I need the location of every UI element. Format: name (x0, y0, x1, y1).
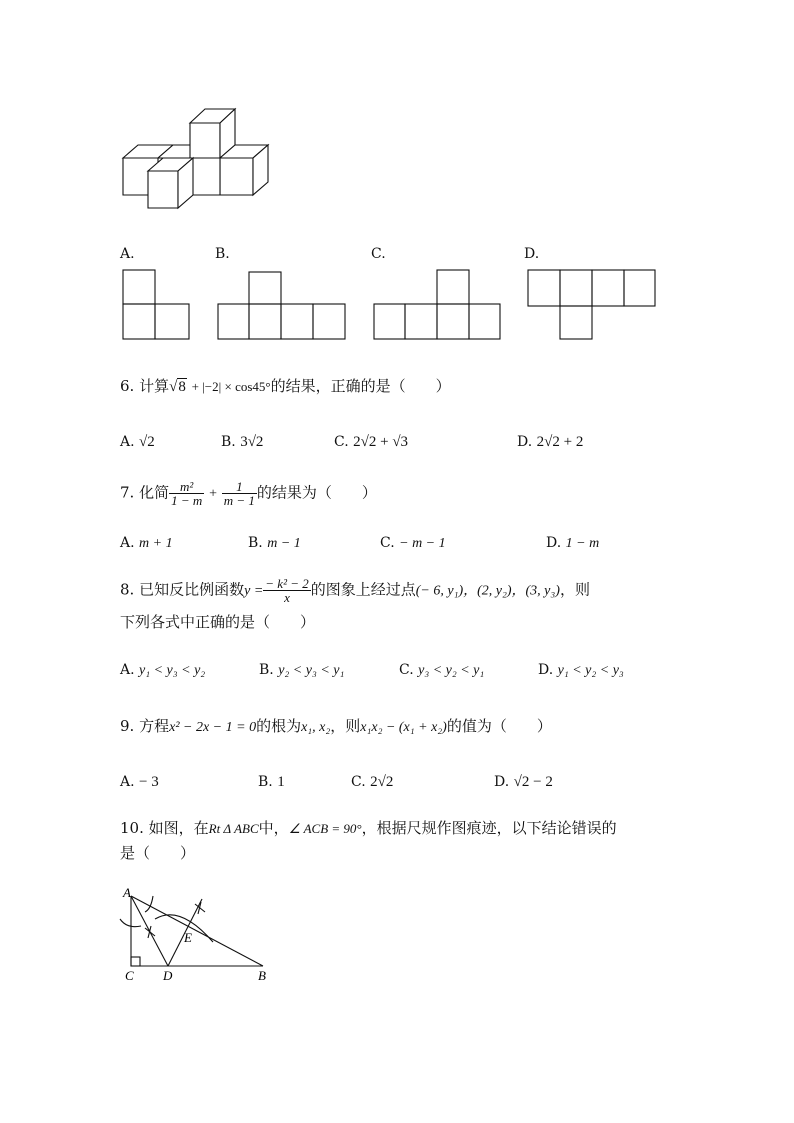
cube-solid-figure (118, 105, 278, 215)
question-6-option-b[interactable] (221, 432, 263, 452)
option-text: √2 (139, 434, 155, 450)
option-text: 3√2 (240, 434, 264, 450)
option-text: − 3 (139, 774, 159, 790)
option-letter: C. (380, 535, 395, 551)
question-10-stem-line-2: 是（ ） (120, 844, 196, 862)
function-lhs: y = (244, 583, 264, 599)
question-number: 7. (120, 483, 135, 502)
question-8-option-d[interactable] (538, 660, 624, 681)
question-7-option-c[interactable] (380, 533, 446, 554)
fraction-numerator: m² (169, 480, 204, 494)
option-letter: C. (351, 774, 366, 790)
option-text: − m − 1 (399, 536, 446, 551)
angle-condition: ∠ ACB = 90° (288, 821, 362, 836)
option-text: √2 − 2 (513, 774, 553, 790)
question-8-mid: 的图象上经过点 (310, 580, 416, 599)
function-fraction (263, 577, 310, 604)
option-letter: D. (494, 774, 510, 790)
view-option-a-letter: A. (120, 246, 135, 262)
radicand: 8 (178, 379, 186, 395)
question-9-option-a[interactable] (120, 772, 159, 792)
option-text: 2√2 (370, 774, 394, 790)
fraction-numerator: − k² − 2 (265, 576, 309, 591)
question-9-mid2: ，则 (330, 717, 361, 735)
question-8-pre: 已知反比例函数 (139, 580, 245, 599)
option-letter: B. (258, 774, 273, 790)
option-text: 1 (277, 774, 285, 790)
option-text: y₂ < y₃ < y₁ (278, 663, 345, 678)
label-e: E (184, 930, 192, 945)
option-letter: A. (120, 774, 135, 790)
option-letter: D. (538, 662, 554, 678)
question-8-option-b[interactable] (259, 660, 344, 681)
equation: x² − 2x − 1 = 0 (169, 720, 257, 735)
question-10-post: ，根据尺规作图痕迹，以下结论错误的 (361, 819, 617, 837)
option-letter: D. (546, 535, 562, 551)
view-option-b-letter: B. (215, 246, 230, 262)
question-7-option-a[interactable] (120, 533, 173, 554)
fraction-denominator: m − 1 (223, 493, 255, 508)
option-text: 1 − m (565, 536, 600, 551)
label-c: C (125, 968, 134, 983)
sqrt-expression: √8 (169, 379, 186, 395)
expression-rest: + |−2| × cos45° (191, 379, 271, 394)
question-9-post: 的值为（ ） (446, 717, 552, 735)
option-letter: B. (259, 662, 274, 678)
expression: x₁x₂ − (x₁ + x₂) (360, 720, 447, 735)
question-7-pre: 化简 (139, 483, 170, 502)
question-8-stem-line-2: 下列各式中正确的是（ ） (120, 613, 316, 631)
option-text: m + 1 (139, 536, 173, 551)
option-letter: A. (120, 535, 135, 551)
question-7-option-b[interactable] (248, 533, 301, 554)
view-option-b-figure (216, 270, 348, 342)
label-a: A (123, 885, 131, 900)
question-6-option-c[interactable] (334, 432, 408, 452)
question-9-option-b[interactable] (258, 772, 285, 792)
view-option-c-figure (372, 268, 504, 342)
label-d: D (163, 968, 173, 983)
view-option-d-letter: D. (524, 246, 540, 262)
triangle-name: Rt Δ ABC (208, 821, 259, 836)
option-letter: C. (334, 434, 349, 450)
label-b: B (258, 968, 266, 983)
question-6-post: 的结果，正确的是（ ） (270, 377, 451, 395)
question-9-option-c[interactable] (351, 772, 393, 792)
option-text: m − 1 (267, 536, 301, 551)
question-8-stem-line-1 (120, 577, 590, 604)
question-7-option-d[interactable] (546, 533, 599, 554)
fraction-2 (222, 480, 257, 507)
option-text: 2√2 + 2 (536, 434, 584, 450)
fraction-denominator: 1 − m (171, 493, 203, 508)
question-6-pre: 计算 (139, 377, 170, 395)
question-number: 9. (120, 717, 135, 735)
question-6-option-d[interactable] (517, 432, 583, 452)
question-10-pre: 如图，在 (148, 819, 209, 837)
question-7-stem (120, 480, 377, 507)
option-text: y₁ < y₂ < y₃ (557, 663, 624, 678)
view-option-d-figure (526, 268, 658, 342)
question-9-pre: 方程 (139, 717, 170, 735)
question-10-stem-line-1 (120, 818, 617, 839)
triangle-construction-figure (115, 884, 275, 984)
option-text: 2√2 + √3 (353, 434, 409, 450)
option-letter: D. (517, 434, 533, 450)
view-option-a-figure (121, 268, 193, 342)
option-letter: B. (221, 434, 236, 450)
question-number: 8. (120, 580, 135, 599)
question-number: 10. (120, 819, 144, 837)
question-9-mid: 的根为 (256, 717, 302, 735)
option-text: y₃ < y₂ < y₁ (418, 663, 485, 678)
view-option-c-letter: C. (371, 246, 386, 262)
question-7-post: 的结果为（ ） (256, 483, 377, 502)
option-letter: B. (248, 535, 263, 551)
option-letter: A. (120, 662, 135, 678)
question-9-stem (120, 716, 552, 738)
question-6-stem (120, 376, 451, 397)
option-letter: A. (120, 434, 135, 450)
question-8-option-a[interactable] (120, 660, 205, 681)
plus-sign: + (209, 486, 217, 502)
fraction-1 (169, 480, 204, 507)
question-8-post: ，则 (559, 580, 590, 599)
question-6-option-a[interactable] (120, 432, 155, 452)
question-9-option-d[interactable] (494, 772, 553, 792)
question-10-mid: 中， (258, 819, 289, 837)
fraction-numerator: 1 (222, 480, 257, 494)
fraction-denominator: x (284, 590, 290, 605)
option-letter: C. (399, 662, 414, 678)
question-number: 6. (120, 377, 135, 395)
question-8-option-c[interactable] (399, 660, 484, 681)
option-text: y₁ < y₃ < y₂ (139, 663, 206, 678)
roots: x₁, x₂ (301, 720, 331, 735)
points-list: (− 6, y₁)，(2, y₂)，(3, y₃) (415, 583, 560, 599)
